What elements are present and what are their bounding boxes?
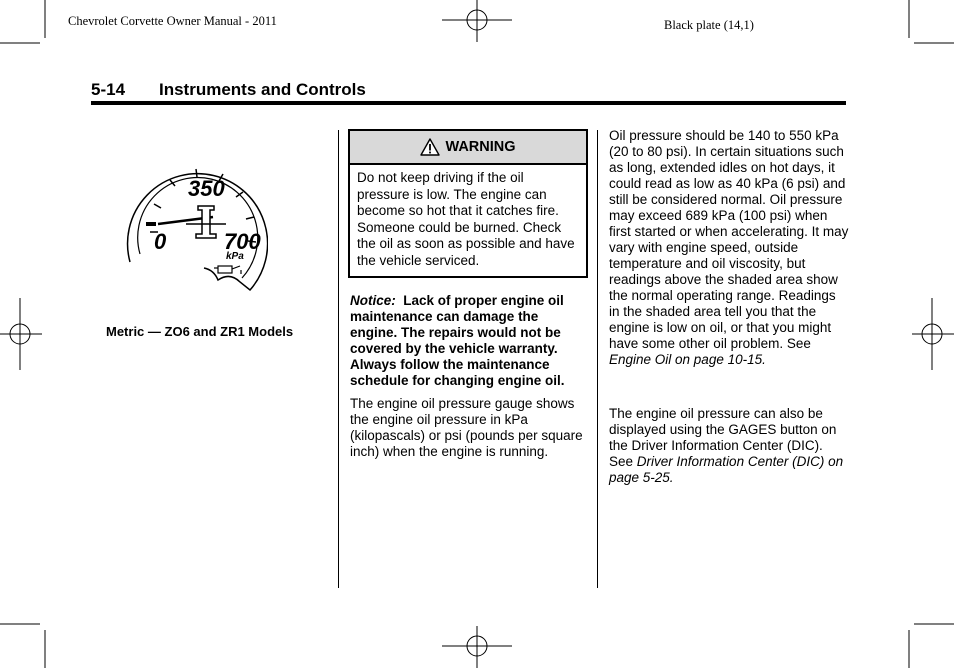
oil-can-icon — [214, 266, 241, 274]
warning-triangle-icon — [420, 138, 440, 156]
section-title: Instruments and Controls — [159, 80, 366, 99]
dic-paragraph — [609, 406, 849, 486]
column-divider-left — [338, 130, 339, 588]
section-rule — [91, 101, 846, 105]
notice-text: Lack of proper engine oil maintenance can damage the engine. The repairs would not be covered by the vehicle warranty. Always follow the maintenance schedule for changing engine oil. — [350, 293, 565, 388]
oil-pressure-range-paragraph — [609, 128, 849, 368]
warning-header — [350, 131, 586, 165]
warning-heading: WARNING — [445, 139, 516, 155]
engine-oil-reference-link[interactable]: Engine Oil on page 10-15. — [609, 352, 766, 367]
gauge-label-0: 0 — [154, 229, 167, 254]
dic-reference-link[interactable]: Driver Information Center (DIC) on page 5-25. — [609, 454, 844, 485]
dic-text: The engine oil pressure can also be displayed using the GAGES button on the Driver Information Center (DIC). See — [609, 406, 837, 469]
gauge-label-350: 350 — [188, 176, 225, 201]
plate-label: Black plate (14,1) — [664, 18, 754, 32]
gauge-label-700: 700 — [224, 229, 261, 254]
notice-label: Notice: — [350, 293, 396, 308]
manual-title: Chevrolet Corvette Owner Manual - 2011 — [68, 14, 277, 28]
notice-paragraph — [350, 293, 586, 389]
section-number: 5-14 — [91, 80, 126, 99]
oil-pressure-range-text: Oil pressure should be 140 to 550 kPa (20 to 80 psi). In certain situations such as long, extended idles on hot days, it could read as low as 40 kPa (6 psi) and still be considered normal. Oil pressure may exceed 689 kPa (100 psi) when first started or when accelerating. It may vary with engine speed, outside temperature and oil viscosity, but readings above the shaded area show the normal operating range. Readings in the shaded area tell you that the engine is low on oil, or that you might have some other oil problem. See — [609, 128, 849, 351]
warning-text: Do not keep driving if the oil pressure is low. The engine can become so hot that it catches fire. Someone could be burned. Check the oil as soon as possible and have the vehicle serviced. — [357, 170, 575, 268]
warning-box — [348, 129, 588, 278]
column-divider-right — [597, 130, 598, 588]
gauge-unit-label: kPa — [226, 251, 244, 262]
oil-pressure-gauge-illustration — [118, 142, 268, 302]
gauge-description-paragraph: The engine oil pressure gauge shows the engine oil pressure in kPa (kilopascals) or psi (pounds per square inch) when the engine is running. — [350, 396, 583, 459]
figure-caption: Metric — ZO6 and ZR1 Models — [106, 324, 294, 339]
